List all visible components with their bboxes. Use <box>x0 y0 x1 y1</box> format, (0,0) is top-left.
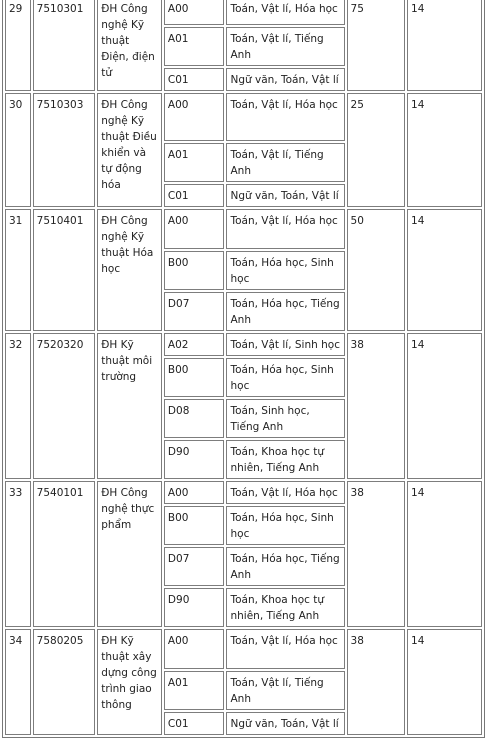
combo-code-cell: A01 <box>164 27 225 66</box>
major-name-cell: ĐH Công nghệ Kỹ thuật Điện, điện tử <box>97 0 162 91</box>
combo-subjects-cell: Toán, Khoa học tự nhiên, Tiếng Anh <box>226 588 344 627</box>
combo-code-cell: A00 <box>164 0 225 25</box>
combo-subjects-cell: Toán, Vật lí, Hóa học <box>226 0 344 25</box>
major-name-cell: ĐH Công nghệ thực phẩm <box>97 481 162 627</box>
combo-code-cell: D08 <box>164 399 225 438</box>
combo-code-cell: D07 <box>164 547 225 586</box>
quota-cell: 38 <box>347 333 406 479</box>
combo-code-cell: A00 <box>164 209 225 249</box>
combo-code-cell: C01 <box>164 712 225 735</box>
combo-code-cell: B00 <box>164 251 225 290</box>
quota-cell: 38 <box>347 629 406 735</box>
major-code-cell: 7580205 <box>33 629 96 735</box>
row-number-cell: 34 <box>5 629 31 735</box>
major-name-cell: ĐH Kỹ thuật môi trường <box>97 333 162 479</box>
combo-subjects-cell: Ngữ văn, Toán, Vật lí <box>226 184 344 207</box>
table-row <box>5 481 482 504</box>
combo-code-cell: A00 <box>164 93 225 141</box>
combo-subjects-cell: Toán, Hóa học, Tiếng Anh <box>226 547 344 586</box>
major-code-cell: 7520320 <box>33 333 96 479</box>
combo-code-cell: A00 <box>164 629 225 669</box>
major-code-cell: 7510401 <box>33 209 96 331</box>
table-row <box>5 209 482 249</box>
combo-subjects-cell: Toán, Vật lí, Hóa học <box>226 93 344 141</box>
combo-code-cell: B00 <box>164 506 225 545</box>
major-name-cell: ĐH Công nghệ Kỹ thuật Điều khiển và tự động hóa <box>97 93 162 207</box>
quota-cell: 25 <box>347 93 406 207</box>
combo-subjects-cell: Toán, Hóa học, Sinh học <box>226 251 344 290</box>
combo-code-cell: D07 <box>164 292 225 331</box>
quota-cell: 38 <box>347 481 406 627</box>
combo-subjects-cell: Toán, Vật lí, Sinh học <box>226 333 344 356</box>
combo-code-cell: C01 <box>164 68 225 91</box>
major-code-cell: 7540101 <box>33 481 96 627</box>
table-row <box>5 629 482 669</box>
row-number-cell: 33 <box>5 481 31 627</box>
combo-subjects-cell: Ngữ văn, Toán, Vật lí <box>226 712 344 735</box>
table-row <box>5 0 482 25</box>
combo-subjects-cell: Toán, Hóa học, Sinh học <box>226 358 344 397</box>
min-score-cell: 14 <box>407 0 482 91</box>
table-body <box>5 0 482 735</box>
combo-subjects-cell: Toán, Hóa học, Sinh học <box>226 506 344 545</box>
quota-cell: 75 <box>347 0 406 91</box>
quota-cell: 50 <box>347 209 406 331</box>
min-score-cell: 14 <box>407 333 482 479</box>
combo-code-cell: A00 <box>164 481 225 504</box>
min-score-cell: 14 <box>407 481 482 627</box>
combo-code-cell: C01 <box>164 184 225 207</box>
major-code-cell: 7510303 <box>33 93 96 207</box>
combo-subjects-cell: Toán, Vật lí, Hóa học <box>226 629 344 669</box>
major-code-cell: 7510301 <box>33 0 96 91</box>
combo-code-cell: D90 <box>164 440 225 479</box>
row-number-cell: 29 <box>5 0 31 91</box>
min-score-cell: 14 <box>407 93 482 207</box>
combo-code-cell: A01 <box>164 143 225 182</box>
row-number-cell: 30 <box>5 93 31 207</box>
min-score-cell: 14 <box>407 629 482 735</box>
min-score-cell: 14 <box>407 209 482 331</box>
combo-code-cell: A02 <box>164 333 225 356</box>
combo-subjects-cell: Toán, Khoa học tự nhiên, Tiếng Anh <box>226 440 344 479</box>
combo-subjects-cell: Toán, Hóa học, Tiếng Anh <box>226 292 344 331</box>
combo-code-cell: D90 <box>164 588 225 627</box>
combo-subjects-cell: Toán, Vật lí, Tiếng Anh <box>226 143 344 182</box>
combo-subjects-cell: Toán, Sinh học, Tiếng Anh <box>226 399 344 438</box>
combo-subjects-cell: Toán, Vật lí, Hóa học <box>226 481 344 504</box>
table-row <box>5 93 482 141</box>
major-name-cell: ĐH Kỹ thuật xây dựng công trình giao thông <box>97 629 162 735</box>
combo-subjects-cell: Toán, Vật lí, Hóa học <box>226 209 344 249</box>
row-number-cell: 31 <box>5 209 31 331</box>
combo-code-cell: A01 <box>164 671 225 710</box>
combo-subjects-cell: Ngữ văn, Toán, Vật lí <box>226 68 344 91</box>
table-row <box>5 333 482 356</box>
combo-subjects-cell: Toán, Vật lí, Tiếng Anh <box>226 27 344 66</box>
combo-code-cell: B00 <box>164 358 225 397</box>
admission-majors-table <box>2 0 485 738</box>
row-number-cell: 32 <box>5 333 31 479</box>
major-name-cell: ĐH Công nghệ Kỹ thuật Hóa học <box>97 209 162 331</box>
combo-subjects-cell: Toán, Vật lí, Tiếng Anh <box>226 671 344 710</box>
